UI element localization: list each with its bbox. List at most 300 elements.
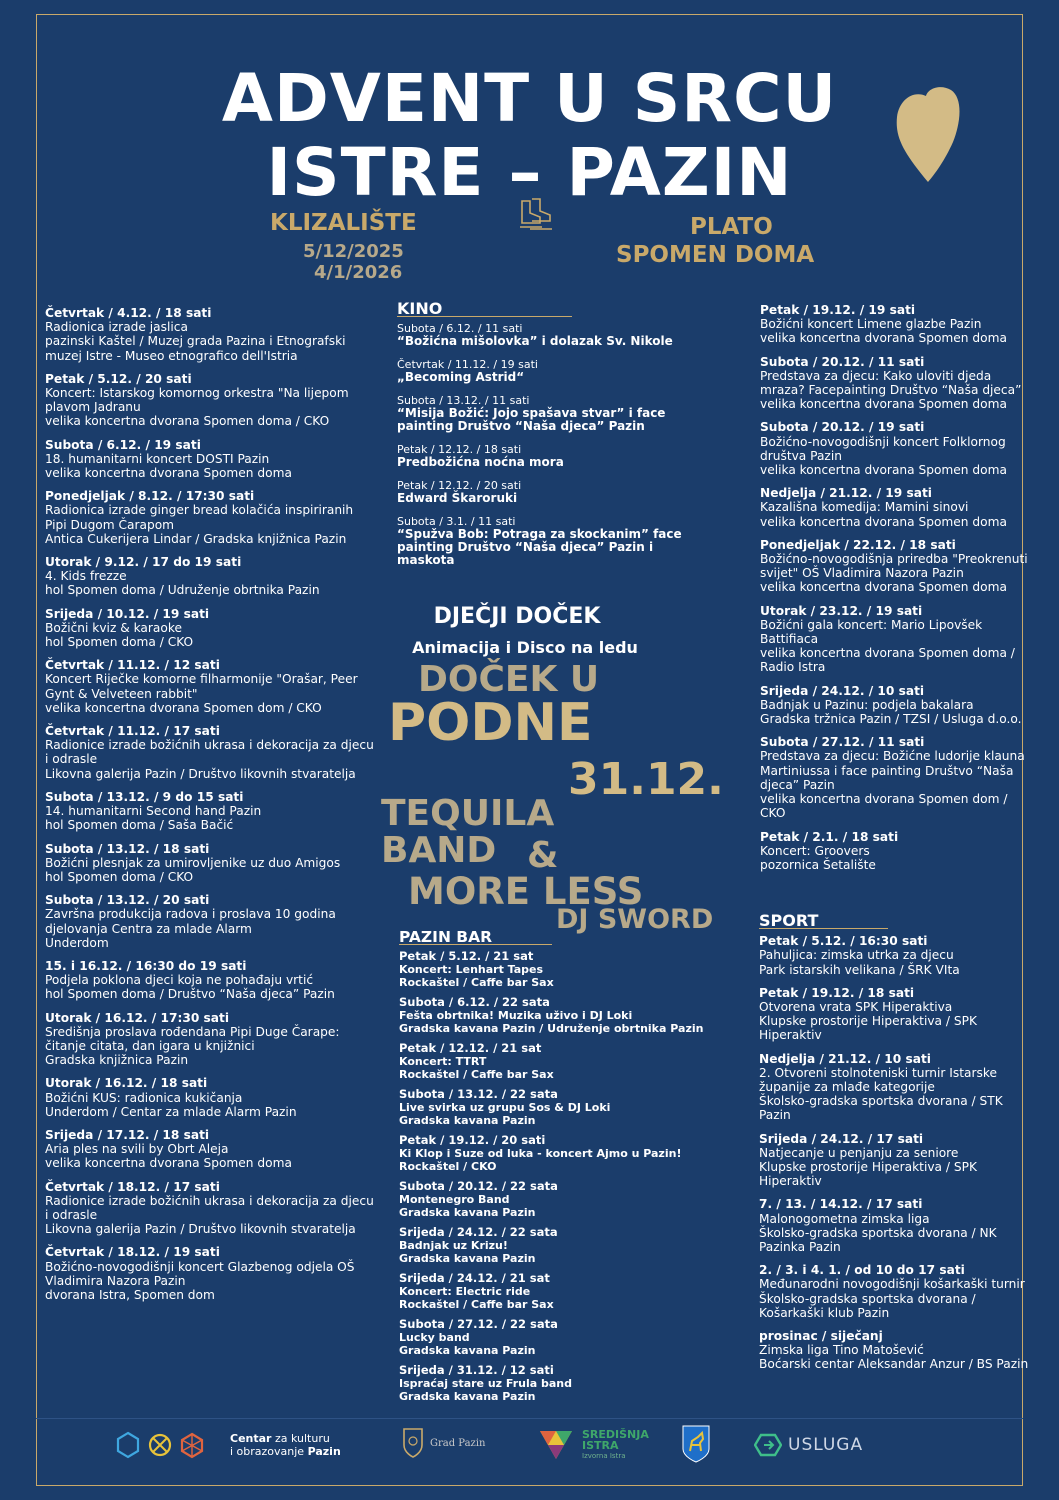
place-line-2: SPOMEN DOMA [616,242,815,268]
event-date-line [45,1180,375,1194]
separator: / [808,420,822,435]
event-date: 23.12. [819,603,863,618]
separator: / [93,437,107,452]
dj-name: DJ SWORD [556,904,714,935]
event-day: Subota [760,420,809,435]
event-place: velika koncertna dvorana Spomen doma / Radio Istra [760,646,1015,675]
event-day: Utorak [45,1076,92,1091]
separator: / [93,606,107,621]
band-line-3: MORE LESS [408,870,644,913]
bar-place: Rockaštel / Caffe bar Sax [399,1068,554,1082]
event-day: Nedjelja [760,486,817,501]
bar-when: Srijeda / 24.12. / 22 sata [399,1225,558,1240]
separator: / [141,437,155,452]
event-place: Školsko-gradska sportska dvorana / Košarkaški klub Pazin [759,1291,976,1320]
event-item [759,934,1029,977]
title-line-1: ADVENT U SRCU [221,60,838,137]
kino-title: “Misija Božić: Jojo spašava stvar” i face painting Društvo “Naša djeca” Pazin [397,406,666,434]
event-place: hol Spomen doma / Saša Bačić [45,818,234,833]
event-title: Aria ples na svili by Obrt Aleja [45,1142,229,1157]
separator: / [149,893,163,908]
kino-item [397,479,697,505]
event-time: 20 sati [144,371,192,386]
event-title: Radionica izrade jaslica [45,320,188,335]
date-end: 4/1/2026 [314,262,403,283]
event-day: Subota [45,789,94,804]
event-date-line [45,1245,375,1259]
event-place: velika koncertna dvorana Spomen doma [45,466,292,481]
event-title: Radionice izrade božićnih ukrasa i dekoracija za djecu i odrasle [45,738,374,767]
bar-item [399,1226,729,1265]
separator: / [91,1010,105,1025]
event-day: Utorak [45,555,92,570]
event-item [45,724,375,781]
ice-skate-icon [516,193,556,233]
event-title: 18. humanitarni koncert DOSTI Pazin [45,451,270,466]
kino-item [397,322,697,348]
bar-place: Gradska kavana Pazin [399,1252,536,1266]
bar-title: Badnjak uz Krizu! [399,1239,508,1253]
separator: / [864,420,878,435]
separator: / [149,789,163,804]
event-time: 18 sati [909,537,956,552]
event-date: 8.12. [138,489,173,504]
event-time: 18 sati [160,1076,208,1091]
event-date-line [45,306,375,320]
kino-heading: KINO [397,302,572,317]
bar-item [399,996,729,1035]
event-date: 11.12. [117,658,161,673]
event-item [45,1076,375,1119]
cko-name-b: za kulturu [271,1432,330,1445]
cko-name-d: Pazin [307,1445,341,1458]
event-date-line [759,1132,1029,1146]
bar-title: Ispraćaj stare uz Frula band [399,1377,573,1391]
event-date-line [45,555,375,569]
event-date: 21.12. [829,486,873,501]
separator: / [872,486,886,501]
event-title: Koncert: Istarskog komornog orkestra "Na lijepom plavom Jadranu [45,386,349,415]
event-item [759,1263,1029,1320]
event-time: 19 sati [154,437,201,452]
event-date: 19.12. [811,985,855,1000]
band-line-2: BAND [381,830,497,871]
separator: / [817,1329,831,1344]
event-item [45,1245,375,1302]
separator: / [854,985,868,1000]
separator: / [149,841,163,856]
separator: / [122,958,136,973]
separator: / [93,893,107,908]
event-date: 20.12. [821,354,865,369]
event-date: 13.12. [106,789,150,804]
event-date: 22.12. [853,537,897,552]
separator: / [799,303,813,317]
event-date-line [760,420,1030,434]
bar-item [399,1042,729,1081]
bar-title: Fešta obrtnika! Muzika uživo i DJ Loki [399,1009,633,1023]
event-title: Božićno-novogodišnji koncert Glazbenog odjela OŠ Vladimira Nazora Pazin [45,1259,355,1288]
separator: / [125,489,139,504]
event-item [760,830,1030,873]
event-title: Božićno-novogodišnji koncert Folklornog društva Pazin [760,434,1006,463]
bar-when: Petak / 19.12. / 20 sati [399,1133,546,1148]
separator: / [815,1051,829,1066]
bar-place: Rockaštel / Caffe bar Sax [399,976,554,990]
separator: / [104,1179,118,1194]
event-item [45,607,375,650]
event-date: 13.12. [106,893,150,908]
kino-when: Petak / 12.12. / 20 sati [397,479,522,493]
kino-section [397,299,697,577]
kino-when: Subota / 13.12. / 11 sati [397,394,530,408]
event-item [45,1128,375,1171]
event-date-line [760,735,1030,749]
event-date-line [759,1052,1029,1066]
event-title: Koncert Riječke komorne filharmonije "Orašar, Peer Gynt & Velveteen rabbit" [45,672,358,701]
event-date-line [759,1329,1029,1343]
event-date: 6.12. [106,437,142,452]
separator: / [104,658,118,673]
event-day: Subota [45,841,94,856]
left-events [45,306,375,1311]
event-day: 7. [759,1197,773,1212]
event-date: 18.12. [117,1245,161,1260]
event-time: od 10 do 17 sati [854,1263,965,1278]
separator: / [93,841,107,856]
event-date-line [760,538,1030,552]
event-place: hol Spomen doma / Društvo “Naša djeca” Pazin [45,987,335,1002]
event-date-line [45,893,375,907]
noon-line-2: PODNE [388,693,593,753]
event-item [760,486,1030,529]
event-place: Školsko-gradska sportska dvorana / NK Pazinka Pazin [759,1225,997,1255]
event-title: Badnjak u Pazinu: podjela bakalara [760,697,974,712]
separator: / [808,354,822,369]
event-date-line [759,1197,1029,1211]
bar-when: Srijeda / 24.12. / 21 sat [399,1271,550,1286]
event-place: hol Spomen doma / Udruženje obrtnika Pazin [45,583,320,598]
event-time: 19 sati [162,606,210,621]
bar-title: Live svirka uz grupu Sos & DJ Loki [399,1101,611,1115]
istria-goat-icon [682,1425,710,1463]
event-date: siječanj [830,1329,883,1344]
event-title: Kazališna komedija: Mamini sinovi [760,500,969,515]
place-line-1: PLATO [690,214,773,240]
event-item [45,489,375,546]
separator: / [772,1197,786,1212]
event-day: Četvrtak [45,724,105,739]
event-place: velika koncertna dvorana Spomen dom / CKO [45,700,322,715]
event-item [760,684,1030,727]
event-title: Otvorena vrata SPK Hiperaktiva [759,1000,953,1015]
cko-logo [114,1431,341,1459]
event-date-line [759,1263,1029,1277]
event-time: 19 sati [875,603,923,618]
event-place: Underdom / Centar za mlade Alarm Pazin [45,1104,297,1119]
cko-shapes-icon [114,1431,224,1459]
event-title: Božićni koncert Limene glazbe Pazin [760,317,982,332]
bar-title: Koncert: Electric ride [399,1285,531,1299]
event-item [759,986,1029,1043]
kino-item [397,394,697,433]
event-item [45,1180,375,1237]
event-day: Srijeda [45,1127,94,1142]
event-day: Subota [45,893,94,908]
event-date-line [45,1011,375,1025]
bar-place: Rockaštel / Caffe bar Sax [399,1298,554,1312]
event-place: velika koncertna dvorana Spomen doma [760,514,1007,529]
event-date-line [45,438,375,452]
event-date: 24.12. [821,683,865,698]
event-date-line [45,607,375,621]
title-line-2: ISTRE – PAZIN [266,134,793,211]
separator: / [147,1010,161,1025]
event-time: 11 sati [877,735,925,750]
grad-pazin-logo [402,1427,485,1459]
event-date: 3. i 4. 1. [785,1263,842,1278]
event-date-line [45,790,375,804]
event-day: Petak [45,371,85,386]
event-title: Božićno-novogodišnja priredba "Preokrenuti svijet" OŠ Vladimira Nazora Pazin [760,552,1028,581]
event-date-line [760,830,1030,844]
event-date: 4.12. [117,306,152,320]
event-day: prosinac [759,1329,818,1344]
event-date: 18.12. [117,1179,161,1194]
event-date: 5.12. [811,934,846,949]
event-title: 2. Otvoreni stolnoteniski turnir Istarske županije za mlađe kategorije [759,1065,997,1095]
cko-name-a: Centar [230,1432,272,1445]
event-date: 19.12. [812,303,856,317]
event-place: Park istarskih velikana / ŠRK VIta [759,962,960,977]
bar-when: Subota / 27.12. / 22 sata [399,1317,558,1332]
event-item [45,555,375,598]
event-item [45,790,375,833]
event-date-line [45,489,375,503]
bar-place: Gradska kavana Pazin [399,1206,536,1220]
event-item [759,1329,1029,1372]
event-day: Srijeda [759,1131,808,1146]
event-item [45,842,375,885]
event-title: Malonogometna zimska liga [759,1211,930,1226]
event-title: 4. Kids frezze [45,569,127,584]
event-time: 17 sati [173,1179,220,1194]
event-place: velika koncertna dvorana Spomen doma / CKO [45,414,330,429]
bar-item [399,1134,729,1173]
separator: / [841,1263,855,1278]
event-item [45,372,375,429]
event-date-line [45,842,375,856]
bar-title: Ki Klop i Suze od luka - koncert Ajmo u Pazin! [399,1147,682,1161]
separator: / [864,683,878,698]
event-item [45,658,375,715]
separator: / [151,306,165,320]
usluga-text: USLUGA [788,1435,864,1455]
event-date-line [760,355,1030,369]
event-day: Nedjelja [759,1051,816,1066]
heart-icon [893,82,963,186]
event-day: Subota [45,437,94,452]
separator: / [863,1131,877,1146]
event-place: pazinski Kaštel / Muzej grada Pazina i Etnografski muzej Istre - Museo etnografico dell'Istria [45,334,346,363]
event-date: 24.12. [820,1131,864,1146]
event-date: 16.12. [104,1076,148,1091]
event-date: 10.12. [106,606,150,621]
event-title: Božićni plesnjak za umirovljenike uz duo Amigos [45,855,341,870]
bar-heading: PAZIN BAR [399,930,552,945]
separator: / [104,1245,118,1260]
event-item [760,604,1030,675]
band-line-1: TEQUILA [381,793,555,834]
event-time: 19 sati [885,486,932,501]
kino-title: Predbožićna noćna mora [397,455,564,470]
kino-item [397,515,697,567]
separator: / [84,371,98,386]
usluga-logo [754,1433,863,1457]
bar-title: Lucky band [399,1331,470,1345]
event-date: 21.12. [828,1051,872,1066]
separator: / [806,603,820,618]
event-item [760,355,1030,412]
event-date: 5.12. [97,371,132,386]
separator: / [871,1051,885,1066]
separator: / [840,537,854,552]
event-time: 10 sati [877,683,925,698]
event-date: 2.1. [812,829,839,844]
event-day: Petak [760,303,800,317]
bar-place: Gradska kavana Pazin [399,1390,536,1404]
separator: / [160,1245,174,1260]
event-title: Božićni KUS: radionica kukičanja [45,1090,243,1105]
event-date-line [45,658,375,672]
event-time: 17 sati [173,724,220,739]
event-title: 14. humanitarni Second hand Pazin [45,804,262,819]
event-place: velika koncertna dvorana Spomen doma [45,1156,292,1171]
event-time: 11 sati [877,354,925,369]
event-title: Podjela poklona djeci koja ne pohađaju vrtić [45,973,314,988]
sport-heading: SPORT [759,914,888,929]
event-day: Ponedjeljak [760,537,841,552]
event-date-line [45,959,375,973]
event-time: 19 sati [868,303,916,317]
separator: / [160,658,174,673]
event-time: 17 do 19 sati [152,555,242,570]
event-date: 16.12. [104,1010,148,1025]
bar-place: Gradska kavana Pazin [399,1344,536,1358]
separator: / [91,1076,105,1091]
event-day: Utorak [760,603,807,618]
bar-item [399,1364,729,1403]
separator: / [862,603,876,618]
event-title: Predstava za djecu: Božićne ludorije klauna Martiniussa i face painting Društvo “Naša djeca” Pazin [760,749,1025,792]
event-day: Četvrtak [45,1245,105,1260]
event-title: Božićni gala koncert: Mario Lipovšek Battifiaca [760,617,983,647]
event-place: Boćarski centar Aleksandar Anzur / BS Pazin [759,1357,1029,1372]
event-time: 18 sati [867,985,915,1000]
event-day: 2. [759,1263,773,1278]
event-place: velika koncertna dvorana Spomen dom / CKO [760,792,1008,821]
event-time: 18 sati [162,841,210,856]
separator: / [104,306,118,320]
event-place: Likovna galerija Pazin / Društvo likovnih stvaratelja [45,766,356,781]
event-day: Četvrtak [45,658,105,673]
istra-text-2: ISTRA [582,1438,619,1452]
kino-when: Četvrtak / 11.12. / 19 sati [397,358,538,372]
event-date-line [45,1128,375,1142]
event-place: pozornica Šetalište [760,857,876,872]
event-title: Božični kviz & karaoke [45,620,182,635]
event-item [760,420,1030,477]
bar-when: Subota / 6.12. / 22 sata [399,995,550,1010]
event-place: dvorana Istra, Spomen dom [45,1287,215,1302]
event-title: Radionice izrade božićnih ukrasa i dekoracija za djecu i odrasle [45,1193,374,1222]
event-time: 17 sati [876,1131,924,1146]
rink-label: KLIZALIŠTE [270,210,417,236]
right-events [760,303,1030,881]
istra-text-3: Izvorna Istra [582,1451,626,1460]
separator: / [172,489,186,504]
date-start: 5/12/2025 [303,241,404,262]
separator: / [91,555,105,570]
separator: / [864,354,878,369]
separator: / [799,829,813,844]
separator: / [806,1197,820,1212]
separator: / [93,789,107,804]
event-date-line [45,724,375,738]
separator: / [807,1131,821,1146]
event-item [45,959,375,1002]
event-date: 13.12. [106,841,150,856]
event-place: Likovna galerija Pazin / Društvo likovnih stvaratelja [45,1222,356,1237]
bar-place: Gradska kavana Pazin [399,1114,536,1128]
event-date: 11.12. [117,724,161,739]
event-time: 12 sati [173,658,220,673]
kino-title: “Spužva Bob: Potraga za skockanim” face painting Društvo “Naša djeca” Pazin i maskota [397,527,682,568]
event-item [45,438,375,481]
bar-when: Subota / 20.12. / 22 sata [399,1179,558,1194]
event-date-line [760,684,1030,698]
event-day: Četvrtak [45,306,105,320]
cko-name-c: i obrazovanje [230,1445,308,1458]
event-item [760,538,1030,595]
ampersand: & [527,835,559,876]
separator: / [104,724,118,739]
event-title: Koncert: Groovers [760,843,870,858]
istra-triangle-icon [536,1425,576,1465]
separator: / [149,606,163,621]
event-place: Gradska knjižnica Pazin [45,1053,189,1068]
docek-title: DJEČJI DOČEK [433,604,601,629]
event-date-line [760,303,1030,317]
event-place: velika koncertna dvorana Spomen doma [760,397,1007,412]
event-item [760,303,1030,346]
separator: / [846,934,859,949]
new-year-date: 31.12. [568,754,724,805]
event-date: 20.12. [821,420,865,435]
bar-when: Srijeda / 31.12. / 12 sati [399,1363,554,1378]
event-day: Ponedjeljak [45,489,126,504]
event-item [45,1011,375,1068]
event-time: 17:30 sati [160,1010,230,1025]
event-date-line [45,372,375,386]
event-title: Pahuljica: zimska utrka za djecu [759,948,954,963]
separator: / [147,1076,161,1091]
separator: / [798,934,812,949]
event-time: 10 sati [884,1051,931,1066]
event-date-line [45,1076,375,1090]
bar-when: Subota / 13.12. / 22 sata [399,1087,558,1102]
event-date-line [759,934,1029,948]
